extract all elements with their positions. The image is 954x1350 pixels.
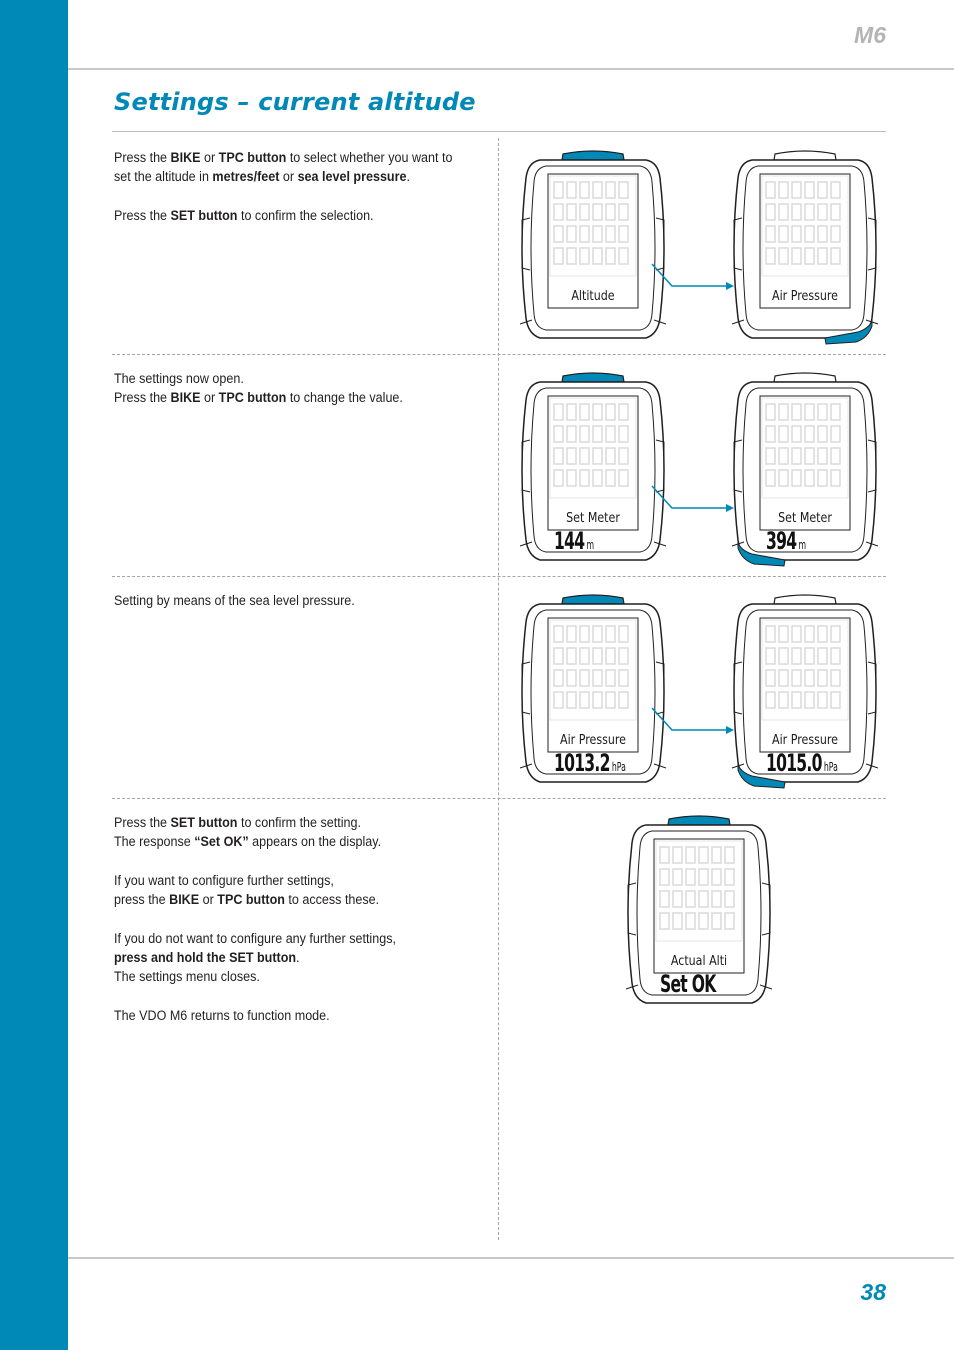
model-label: M6 xyxy=(854,22,886,48)
lcd-line-2: 144 m xyxy=(554,527,595,555)
lcd-line-1: Set Meter xyxy=(566,510,620,526)
section-divider xyxy=(112,354,886,355)
step-4-line-2: The response “Set OK” appears on the display. xyxy=(114,834,382,850)
step-4-line-3: If you want to configure further settings, xyxy=(114,872,334,888)
device-step3-a xyxy=(518,592,668,797)
device-step1-b xyxy=(730,148,880,353)
lcd-line-2: Set OK xyxy=(660,970,716,998)
lcd-screen xyxy=(760,395,850,555)
column-divider xyxy=(498,138,499,1240)
lcd-line-1: Actual Alti xyxy=(670,953,728,969)
lcd-screen xyxy=(760,173,850,307)
header-rule xyxy=(68,68,954,70)
lcd-line-1: Air Pressure xyxy=(559,732,626,748)
page-title: Settings – current altitude xyxy=(114,88,476,116)
lcd-screen xyxy=(548,617,638,777)
lcd-screen xyxy=(548,173,638,307)
section-divider xyxy=(112,798,886,799)
step-2-text xyxy=(114,369,467,408)
lcd-line-1: Altitude xyxy=(571,288,615,304)
sidebar-band xyxy=(0,0,68,1350)
lcd-line-2: 394 m xyxy=(766,527,807,555)
lcd-line-1: Air Pressure xyxy=(771,288,838,304)
title-rule xyxy=(112,131,886,132)
lcd-screen xyxy=(654,838,744,998)
step-2-line-2: Press the BIKE or TPC button to change the value. xyxy=(114,390,403,406)
step-4-line-1: Press the SET button to confirm the setting. xyxy=(114,815,361,830)
section-divider xyxy=(112,576,886,577)
step-1-text xyxy=(114,148,467,225)
arrow-icon xyxy=(650,484,740,532)
device-step3-b xyxy=(730,592,880,797)
arrow-icon xyxy=(650,262,740,310)
step-4-line-4: press the BIKE or TPC button to access these. xyxy=(114,892,380,908)
lcd-line-2: 1013.2 hPa xyxy=(554,749,626,777)
device-step2-a xyxy=(518,370,668,575)
step-2-line-1: The settings now open. xyxy=(114,371,244,386)
lcd-screen xyxy=(548,395,638,555)
step-4-line-7: The settings menu closes. xyxy=(114,969,260,985)
step-4-line-8: The VDO M6 returns to function mode. xyxy=(114,1007,330,1023)
lcd-line-2: 1015.0 hPa xyxy=(766,749,838,777)
step-3-text xyxy=(114,591,467,610)
lcd-line-1: Set Meter xyxy=(778,510,832,526)
step-3-line-1: Setting by means of the sea level pressure. xyxy=(114,593,355,608)
device-step2-b xyxy=(730,370,880,575)
arrow-icon xyxy=(650,706,740,754)
lcd-screen xyxy=(760,617,850,777)
page-number: 38 xyxy=(860,1279,886,1305)
step-4-line-5: If you do not want to configure any further settings, xyxy=(114,930,396,946)
device-step1-a xyxy=(518,148,668,353)
step-1-paragraph-1: Press the BIKE or TPC button to select whether you want to set the altitude in metres/feet or sea level pressure. xyxy=(114,150,453,185)
step-4-text xyxy=(114,813,467,1025)
step-1-paragraph-2: Press the SET button to confirm the selection. xyxy=(114,207,374,223)
lcd-line-1: Air Pressure xyxy=(771,732,838,748)
device-step4 xyxy=(624,813,774,1018)
step-4-line-6: press and hold the SET button. xyxy=(114,950,300,966)
footer-rule xyxy=(68,1257,954,1259)
